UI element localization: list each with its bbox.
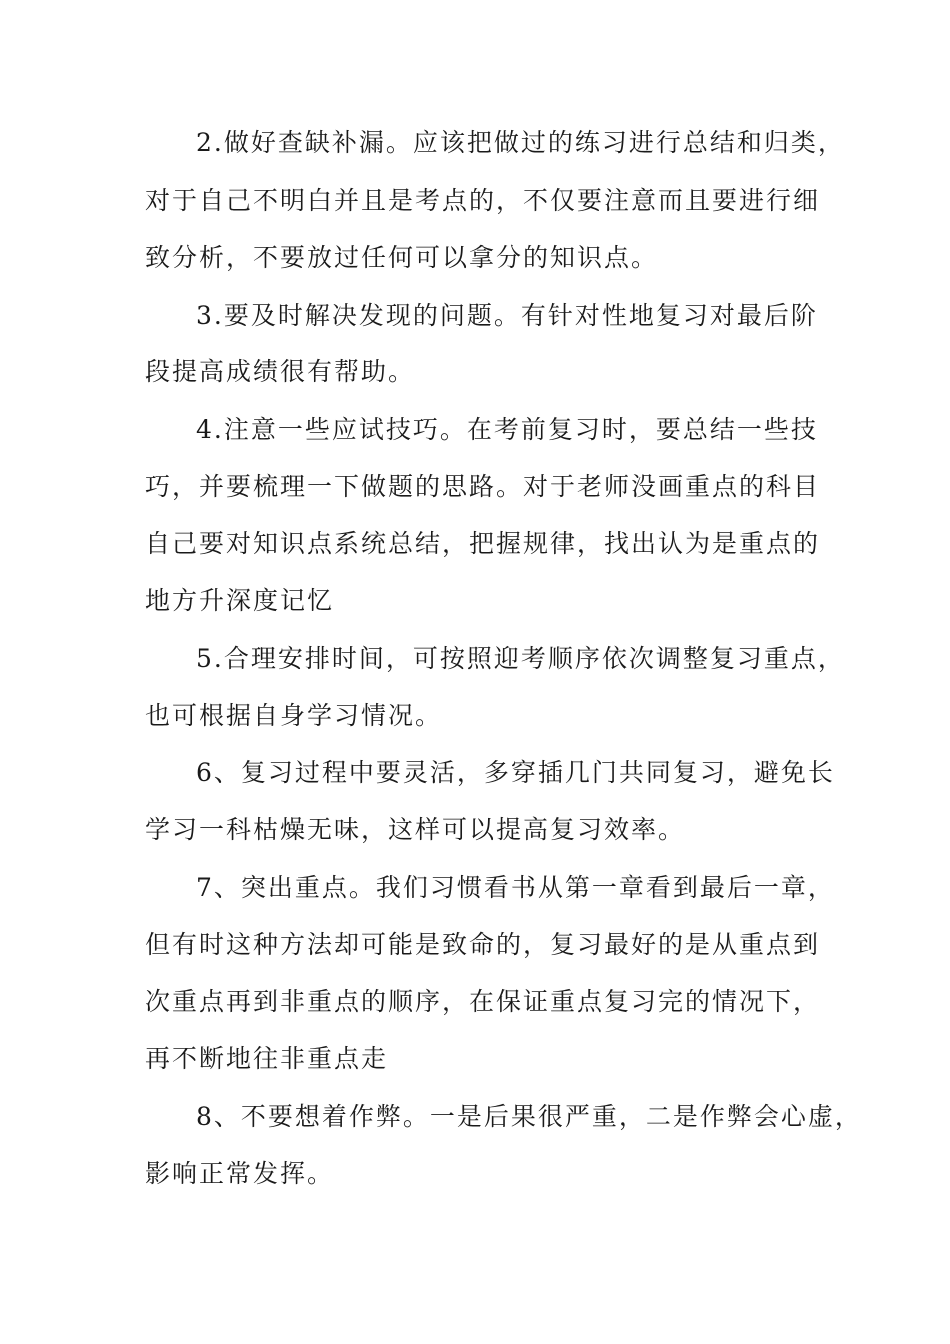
paragraph-3-line-2: 段提高成绩很有帮助。 <box>145 357 416 386</box>
paragraph-4-line-2: 巧，并要梳理一下做题的思路。对于老师没画重点的科目 <box>145 472 821 501</box>
paragraph-2-line-2: 对于自己不明白并且是考点的，不仅要注意而且要进行细 <box>145 186 821 215</box>
paragraph-5-line-1: 5.合理安排时间，可按照迎考顺序依次调整复习重点， <box>196 644 845 673</box>
paragraph-7-line-1: 7、突出重点。我们习惯看书从第一章看到最后一章， <box>196 873 835 902</box>
paragraph-6-line-2: 学习一科枯燥无味，这样可以提高复习效率。 <box>145 815 686 844</box>
paragraph-4-line-3: 自己要对知识点系统总结，把握规律，找出认为是重点的 <box>145 529 821 558</box>
paragraph-4-line-4: 地方升深度记忆 <box>145 586 335 615</box>
paragraph-6-line-1: 6、复习过程中要灵活，多穿插几门共同复习，避免长 <box>196 758 835 787</box>
paragraph-2-line-3: 致分析，不要放过任何可以拿分的知识点。 <box>145 243 659 272</box>
paragraph-8-line-1: 8、不要想着作弊。一是后果很严重，二是作弊会心虚， <box>196 1102 862 1131</box>
paragraph-7-line-2: 但有时这种方法却可能是致命的，复习最好的是从重点到 <box>145 930 821 959</box>
paragraph-5-line-2: 也可根据自身学习情况。 <box>145 701 443 730</box>
paragraph-3-line-1: 3.要及时解决发现的问题。有针对性地复习对最后阶 <box>196 301 818 330</box>
paragraph-4-line-1: 4.注意一些应试技巧。在考前复习时，要总结一些技 <box>196 415 818 444</box>
paragraph-7-line-4: 再不断地往非重点走 <box>145 1044 389 1073</box>
paragraph-8-line-2: 影响正常发挥。 <box>145 1159 335 1188</box>
paragraph-2-line-1: 2.做好查缺补漏。应该把做过的练习进行总结和归类， <box>196 128 845 157</box>
paragraph-7-line-3: 次重点再到非重点的顺序，在保证重点复习完的情况下， <box>145 987 821 1016</box>
